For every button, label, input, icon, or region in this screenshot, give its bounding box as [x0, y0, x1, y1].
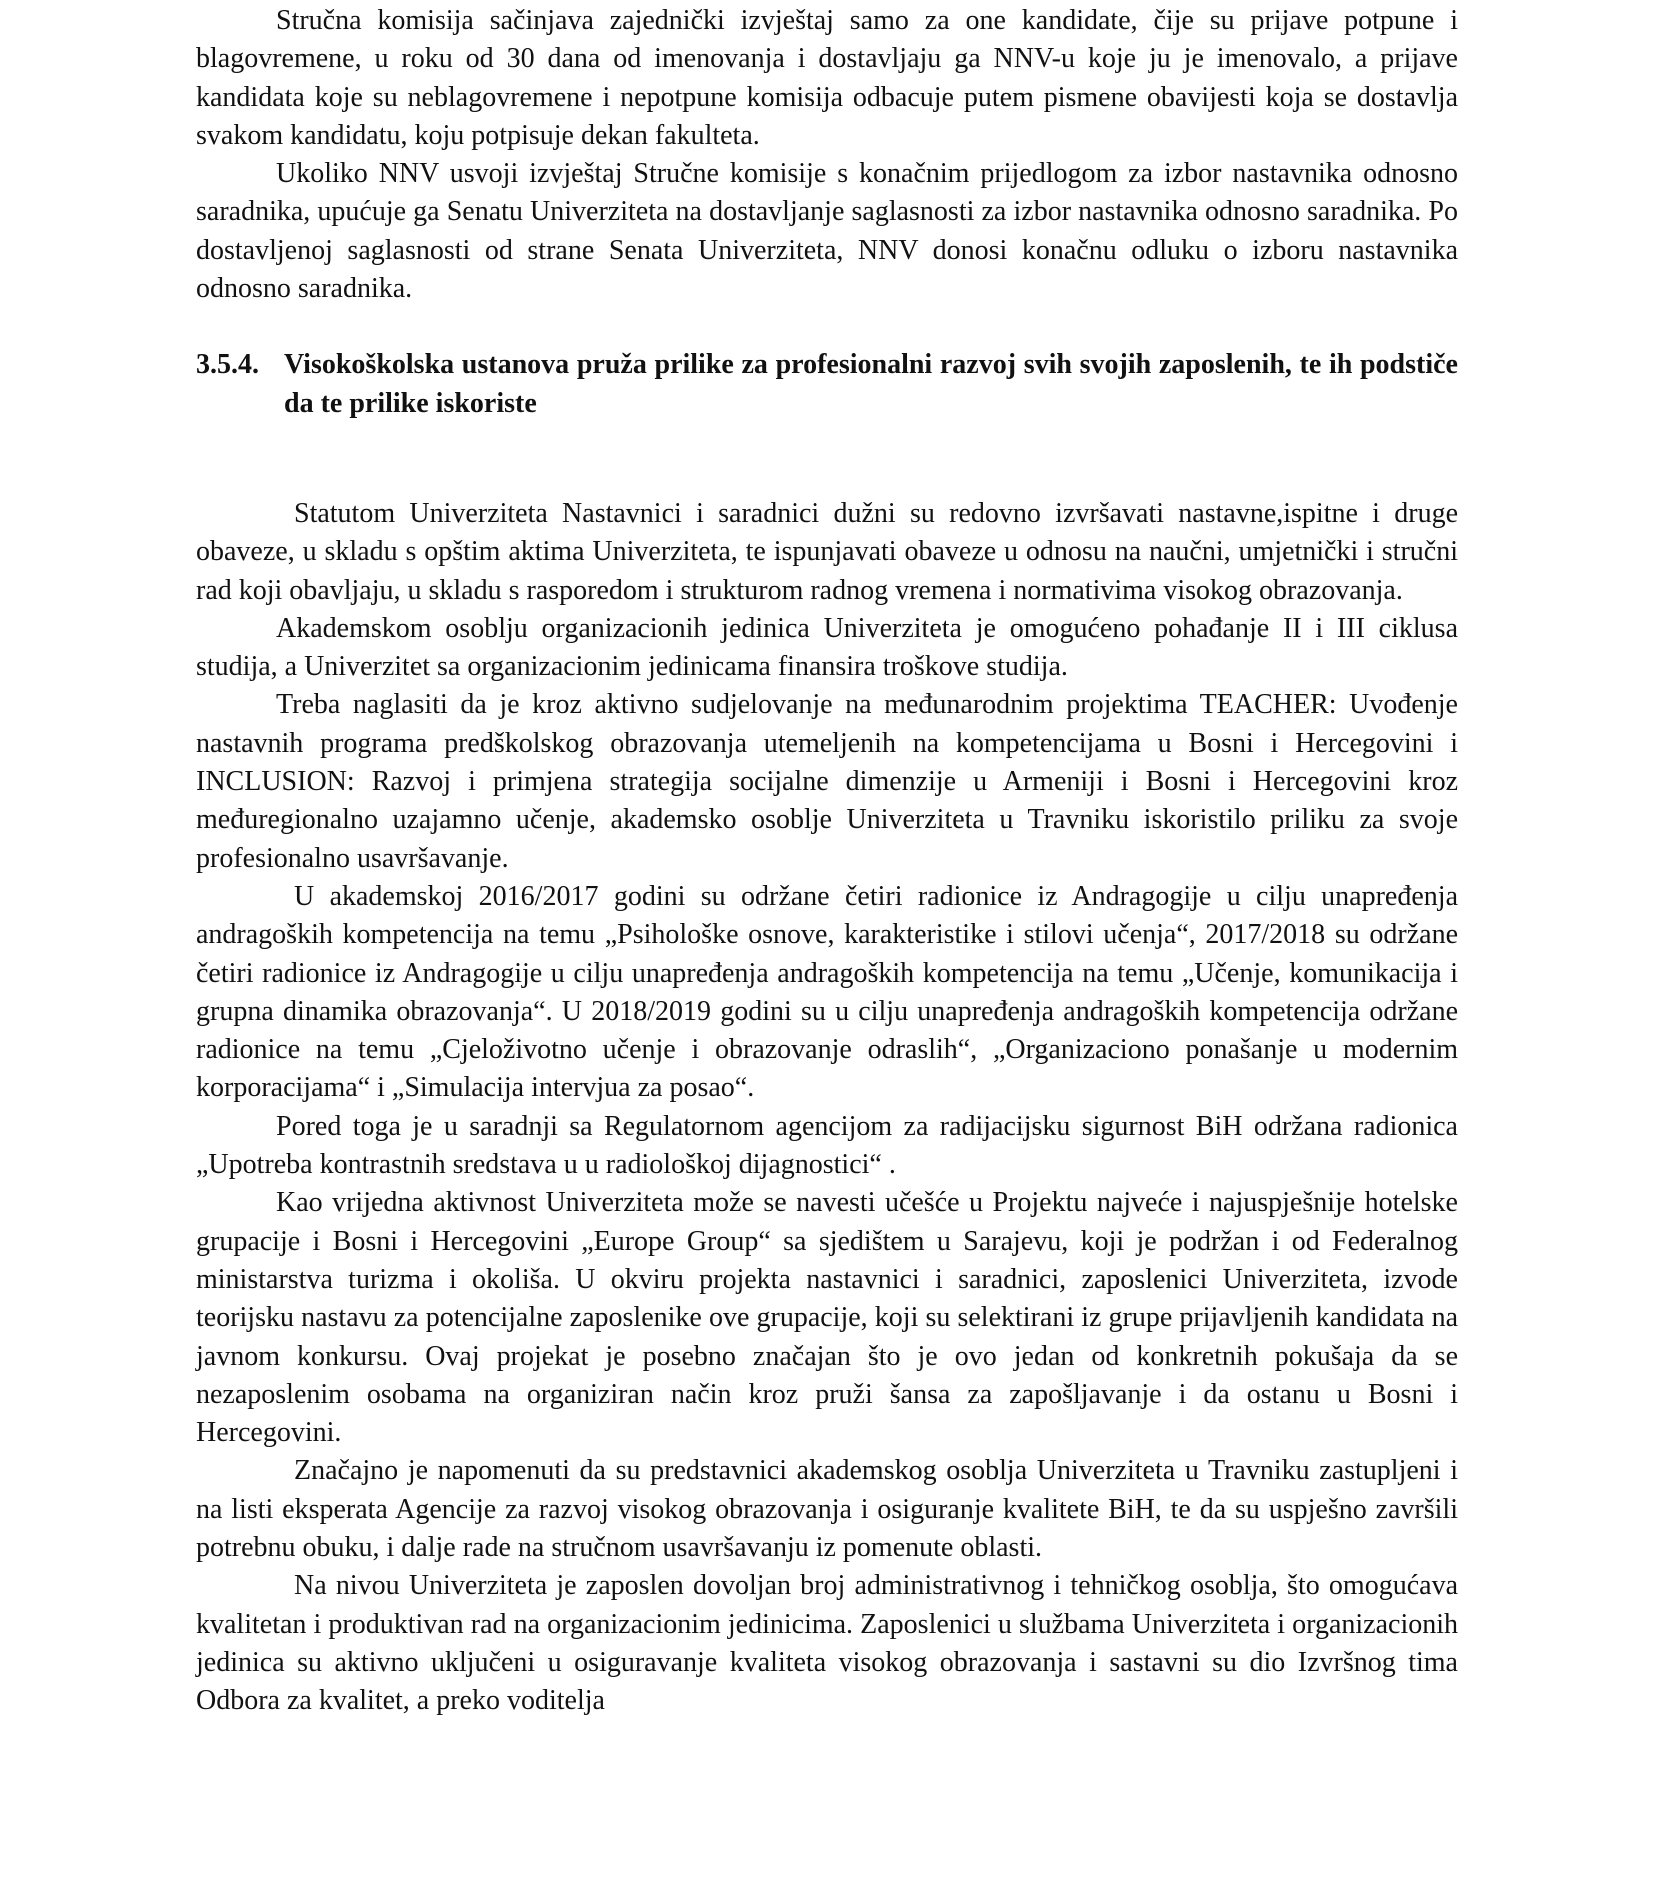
paragraph-commission-report: Stručna komisija sačinjava zajednički izvještaj samo za one kandidate, čije su prijave potpune i blagovremene, u roku od 30 dana od imenovanja i dostavljaju ga NNV-u koje ju je imenovalo, a prijave kandidata koje su neblagovremene i nepotpune komisija odbacuje putem pismene obavijesti koja se dostavlja svakom kandidatu, koju potpisuje dekan fakulteta. [196, 5, 1458, 151]
paragraph-europe-group-project: Kao vrijedna aktivnost Univerziteta može se navesti učešće u Projektu najveće i najuspješnije hotelske grupacije i Bosni i Hercegovini „Europe Group“ sa sjedištem u Sarajevu, koji je podržan i od Federalnog ministarstva turizma i okoliša. U okviru projekta nastavnici i saradnici, zaposlenici Univerziteta, izvode teorijsku nastavu za potencijalne zaposlenike ove grupacije, koji su selektirani iz grupe prijavljenih kandidata na javnom konkursu. Ovaj projekat je posebno značajan što je ovo jedan od konkretnih pokušaja da se nezaposlenim osobama na organiziran način kroz pruži šansa za zapošljavanje i da ostanu u Bosni i Hercegovini. [196, 1187, 1458, 1449]
section-number: 3.5.4. [196, 349, 259, 381]
section-title: Visokoškolska ustanova pruža prilike za profesionalni razvoj svih svojih zaposlenih, te ih podstiče da te prilike iskoriste [284, 349, 1458, 419]
document-page [196, 2, 1458, 1720]
paragraph-expert-list: Značajno je napomenuti da su predstavnici akademskog osoblja Univerziteta u Travniku zastupljeni i na listi eksperata Agencije za razvoj visokog obrazovanja i osiguranje kvalitete BiH, te da su uspješno završili potrebnu obuku, i dalje rade na stručnom usavršavanju iz pomenute oblasti. [196, 1455, 1458, 1563]
paragraph-international-projects: Treba naglasiti da je kroz aktivno sudjelovanje na međunarodnim projektima TEACHER: Uvođenje nastavnih programa predškolskog obrazovanja utemeljenih na kompetencijama u Bosni i Hercegovini i INCLUSION: Razvoj i primjena strategija socijalne dimenzije u Armeniji i Bosni i Hercegovini kroz međuregionalno uzajamno učenje, akademsko osoblje Univerziteta u Travniku iskoristilo priliku za svoje profesionalno usavršavanje. [196, 689, 1458, 874]
paragraph-administrative-staff: Na nivou Univerziteta je zaposlen dovoljan broj administrativnog i tehničkog osoblja, što omogućava kvalitetan i produktivan rad na organizacionim jedinicima. Zaposlenici u službama Univerziteta i organizacionih jedinica su aktivno uključeni u osiguravanje kvaliteta visokog obrazovanja i sastavni su dio Izvršnog tima Odbora za kvalitet, a preko voditelja [196, 1570, 1458, 1717]
paragraph-radiation-workshop: Pored toga je u saradnji sa Regulatornom agencijom za radijacijsku sigurnost BiH održana radionica „Upotreba kontrastnih sredstava u u radiološkoj dijagnostici“ . [196, 1110, 1458, 1181]
paragraph-nnv-approval: Ukoliko NNV usvoji izvještaj Stručne komisije s konačnim prijedlogom za izbor nastavnika odnosno saradnika, upućuje ga Senatu Univerziteta na dostavljanje saglasnosti za izbor nastavnika odnosno saradnika. Po dostavljenoj saglasnosti od strane Senata Univerziteta, NNV donosi konačnu odluku o izboru nastavnika odnosno saradnika. [196, 158, 1458, 305]
paragraph-andragogy-workshops: U akademskoj 2016/2017 godini su održane četiri radionice iz Andragogije u cilju unapređenja andragoških kompetencija na temu „Psihološke osnove, karakteristike i stilovi učenja“, 2017/2018 su održane četiri radionice iz Andragogije u cilju unapređenja andragoških kompetencija na temu „Učenje, komunikacija i grupna dinamika obrazovanja“. U 2018/2019 godini su u cilju unapređenja andragoških kompetencija održane radionice na temu „Cjeloživotno učenje i obrazovanje odraslih“, „Organizaciono ponašanje u modernim korporacijama“ i „Simulacija intervjua za posao“. [196, 880, 1458, 1104]
heading-spacer [196, 465, 1458, 495]
paragraph-statute-duties: Statutom Univerziteta Nastavnici i saradnici dužni su redovno izvršavati nastavne,ispitne i druge obaveze, u skladu s opštim aktima Univerziteta, te ispunjavati obaveze u odnosu na naučni, umjetnički i stručni rad koji obavljaju, u skladu s rasporedom i strukturom radnog vremena i normativima visokog obrazovanja. [196, 497, 1458, 606]
paragraph-study-cycles: Akademskom osoblju organizacionih jedinica Univerziteta je omogućeno pohađanje II i III ciklusa studija, a Univerzitet sa organizacionim jedinicama finansira troškove studija. [196, 612, 1458, 683]
section-heading [196, 346, 1458, 423]
